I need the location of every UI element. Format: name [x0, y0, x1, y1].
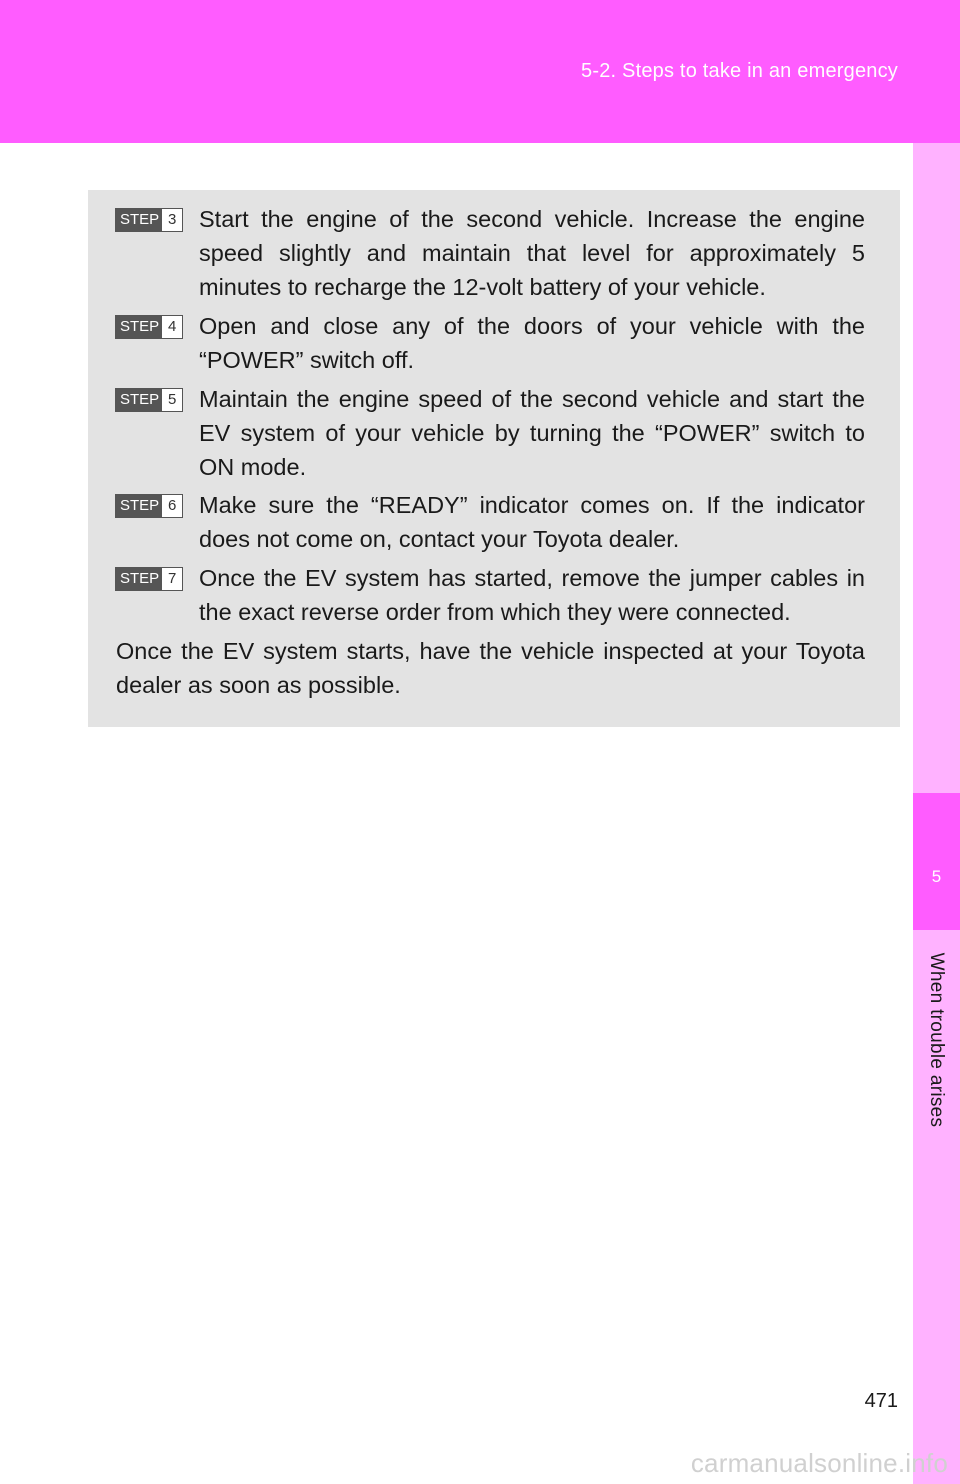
step-text: Start the engine of the second vehicle. Increase the engine speed slightly and maintain that level for approximately 5 minutes to recharge the 12-volt battery of your vehicle.: [199, 206, 865, 300]
chapter-number: 5: [931, 867, 942, 886]
step-5: [115, 382, 865, 484]
step-badge-number: 7: [162, 568, 182, 590]
step-text: Maintain the engine speed of the second vehicle and start the EV system of your vehicle by turning the “POWER” switch to ON mode.: [199, 386, 865, 480]
step-text: Make sure the “READY” indicator comes on. If the indicator does not come on, contact your Toyota dealer.: [199, 492, 865, 552]
step-4: [115, 309, 865, 377]
section-title: 5-2. Steps to take in an emergency: [581, 60, 898, 82]
step-text: Open and close any of the doors of your vehicle with the “POWER” switch off.: [199, 313, 865, 373]
step-badge-number: 6: [162, 495, 182, 517]
closing-paragraph: Once the EV system starts, have the vehicle inspected at your Toyota dealer as soon as possible.: [116, 638, 865, 698]
step-3: [115, 202, 865, 304]
step-badge: [115, 315, 183, 339]
step-badge: [115, 208, 183, 232]
step-badge-label: STEP: [116, 389, 162, 411]
watermark: carmanualsonline.info: [690, 1448, 948, 1478]
step-badge-number: 3: [162, 209, 182, 231]
step-6: [115, 488, 865, 556]
step-badge: [115, 388, 183, 412]
page-number: 471: [864, 1390, 898, 1412]
step-badge-label: STEP: [116, 495, 162, 517]
step-badge-label: STEP: [116, 568, 162, 590]
chapter-label: When trouble arises: [926, 952, 947, 1128]
step-badge: [115, 494, 183, 518]
step-badge-label: STEP: [116, 209, 162, 231]
step-badge-label: STEP: [116, 316, 162, 338]
step-badge-number: 5: [162, 389, 182, 411]
step-badge-number: 4: [162, 316, 182, 338]
step-badge: [115, 567, 183, 591]
chapter-number-tab: [913, 793, 960, 930]
step-text: Once the EV system has started, remove the jumper cables in the exact reverse order from which they were connected.: [199, 565, 865, 625]
step-7: [115, 561, 865, 629]
